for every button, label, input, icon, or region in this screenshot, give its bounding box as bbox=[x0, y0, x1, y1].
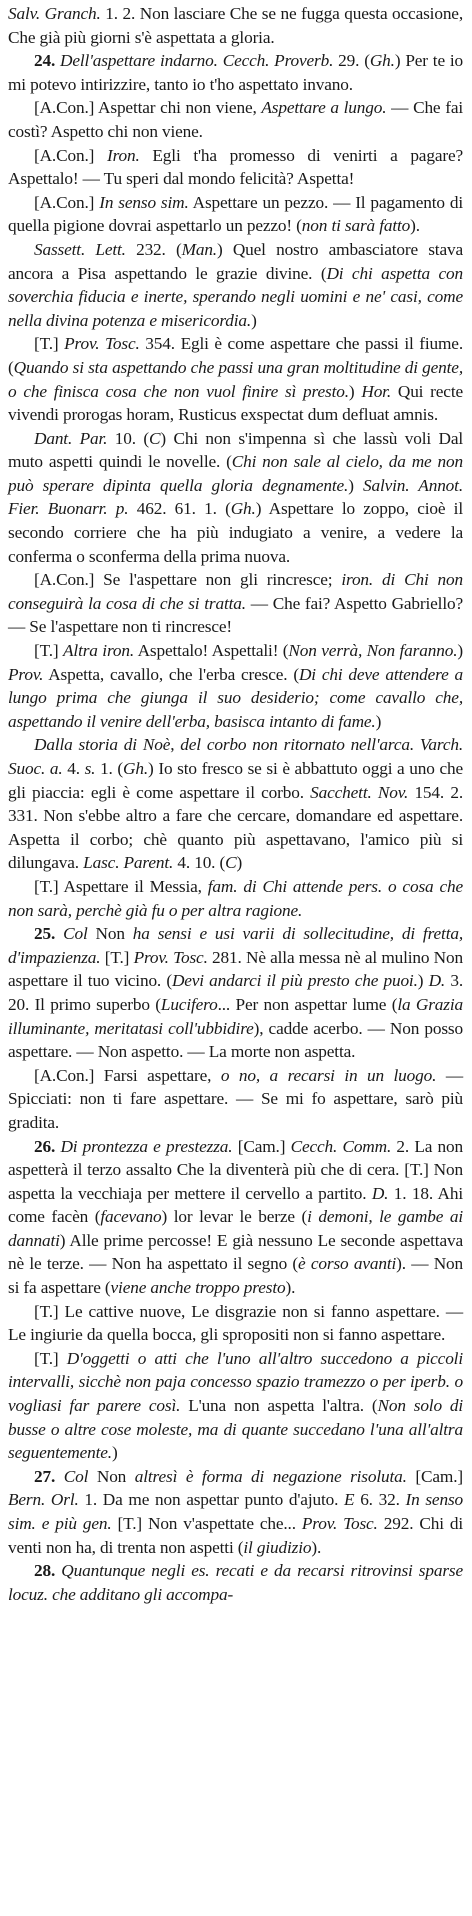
italic-run: E bbox=[344, 1490, 355, 1510]
text-run: [T.] bbox=[34, 1348, 67, 1368]
sense-number: 27. bbox=[34, 1466, 56, 1486]
italic-run: Dalla storia di Noè bbox=[34, 735, 171, 755]
italic-run: Altra iron. bbox=[63, 641, 135, 661]
entry-paragraph bbox=[8, 1064, 463, 1135]
text-run: 154. 2. 331. Non s'ebbe altro a fare che cercare, domandare ed aspettare. Aspetta il corbo; chè quanto più aspettavano, l'amico più si dilungava. bbox=[8, 782, 463, 873]
text-run: ). — Non si fa aspettare ( bbox=[8, 1254, 464, 1298]
text-run: 281. Nè alla messa nè al mulino Non aspettare il tuo vicino. ( bbox=[8, 947, 463, 991]
text-run: 10. ( bbox=[107, 428, 149, 448]
text-run: [A.Con.] bbox=[34, 192, 100, 212]
italic-run: C bbox=[225, 853, 237, 873]
text-run: Aspettalo! Aspettali! ( bbox=[134, 641, 289, 661]
italic-run: Prov. bbox=[8, 664, 44, 684]
italic-run: Lasc. Parent. bbox=[83, 853, 174, 873]
italic-run: In senso sim. bbox=[99, 192, 189, 212]
text-run: ) Io sto fresco se si è abbattuto oggi a uno che gli piaccia: egli è come aspettare il corbo. bbox=[8, 759, 463, 802]
entry-paragraph bbox=[8, 144, 463, 191]
text-run: L'una non aspetta l'altra. ( bbox=[180, 1396, 378, 1416]
italic-run: del corbo non ritornato nell'arca. Varch. Suoc. a. bbox=[8, 735, 464, 778]
italic-run: Non solo di busse o altre cose moleste, ma di quante succedano l'una all'altra seguentemente. bbox=[8, 1396, 464, 1463]
italic-run: Di chi aspetta con soverchia fiducia e inerte, sperando negli uomini e ne' casi, come nella divina potenza e misericordia. bbox=[8, 263, 463, 330]
sense-number: 25. bbox=[34, 924, 56, 944]
italic-run: Prov. Tosc. bbox=[133, 947, 208, 967]
text-run: [T.] Aspettare il Messia, bbox=[34, 876, 208, 896]
italic-run: ha sensi e usi varii di sollecitudine, di fretta, d'impazienza. bbox=[8, 924, 464, 967]
entry-paragraph bbox=[8, 1559, 463, 1606]
entry-paragraph bbox=[8, 2, 463, 49]
text-run: 292. Chi di venti non ha, di trenta non aspetti ( bbox=[8, 1514, 463, 1557]
italic-run: Lucifero bbox=[160, 994, 218, 1014]
italic-run: Salv. Granch. bbox=[8, 4, 101, 23]
italic-run: Di chi deve attendere a lungo prima che giunga il suo desiderio; come cavallo che, aspettando il venire dell'erba, basisca intanto di fame. bbox=[8, 664, 464, 731]
italic-run: altresì è forma di negazione risoluta. bbox=[134, 1466, 407, 1486]
entry-paragraph bbox=[8, 96, 463, 143]
text-run: ) bbox=[236, 853, 243, 873]
sense-number: 24. bbox=[34, 51, 56, 71]
text-run: 1. Da me non aspettar punto d'ajuto. bbox=[78, 1490, 345, 1510]
text-run: [A.Con.] Farsi aspettare, bbox=[34, 1065, 221, 1085]
italic-run: In senso sim. e più gen. bbox=[8, 1490, 464, 1533]
entry-paragraph bbox=[8, 1135, 463, 1300]
italic-run: facevano bbox=[100, 1207, 162, 1227]
sense-number: 26. bbox=[34, 1136, 56, 1156]
italic-run: Bern. Orl. bbox=[8, 1490, 79, 1510]
italic-run: il giudizio bbox=[243, 1537, 312, 1557]
text-run: ) Per te io mi potevo intirizzire, tanto io t'ho aspettato invano. bbox=[8, 51, 463, 94]
italic-run: Dant. Par. bbox=[34, 428, 108, 448]
italic-run: Devi andarci il più presto che puoi. bbox=[171, 971, 418, 991]
italic-run: Gh. bbox=[369, 51, 395, 71]
italic-run: C bbox=[149, 428, 161, 448]
italic-run: Quantunque negli es. recati e da recarsi ritrovinsi sparse locuz. che additano gli accompa- bbox=[8, 1561, 464, 1604]
text-run: 2. La non aspetterà il terzo assalto Che la diventerà più che di cera. [T.] Non aspetta la vecchiaja per mettere il cervello a partito. bbox=[8, 1136, 464, 1203]
italic-run: Cecch. Comm. bbox=[290, 1136, 392, 1156]
text-run: [T.] bbox=[100, 947, 134, 967]
italic-run: s. bbox=[84, 759, 96, 778]
text-run: 354. Egli è come aspettare che passi il fiume. ( bbox=[8, 334, 463, 377]
italic-run: Di prontezza e prestezza. bbox=[60, 1136, 233, 1156]
text-run: ). bbox=[311, 1537, 322, 1557]
italic-run: Hor. bbox=[361, 381, 392, 401]
entry-paragraph bbox=[8, 191, 463, 238]
text-run: ) Aspettare lo zoppo, cioè il secondo corriere che ha più indugiato a venire, a vedere la conferma o sconferma della prima nuova. bbox=[8, 499, 463, 566]
italic-run: Salvin. Annot. Fier. Buonarr. p. bbox=[8, 475, 463, 519]
entry-paragraph bbox=[8, 1347, 463, 1465]
italic-run: Iron. bbox=[106, 145, 140, 165]
entry-paragraph bbox=[8, 1300, 463, 1347]
text-run: 462. 61. 1. ( bbox=[128, 499, 231, 519]
text-run: Aspettare un pezzo. — Il pagamento di quella pigione dovrai aspettarlo un pezzo! ( bbox=[8, 192, 463, 236]
text-run: ) bbox=[348, 381, 362, 401]
entry-paragraph bbox=[8, 49, 463, 96]
text-run: Aspetta, cavallo, che l'erba cresce. ( bbox=[43, 664, 299, 684]
text-run: ) bbox=[417, 971, 429, 991]
text-run: — Che fai costì? Aspetto chi non viene. bbox=[8, 98, 463, 141]
text-run bbox=[55, 924, 63, 943]
text-run: [A.Con.] Se l'aspettare non gli rincresce; bbox=[34, 570, 342, 590]
text-run: ) bbox=[251, 310, 257, 330]
text-run: ). bbox=[285, 1278, 296, 1298]
text-run: ) lor levar le berze ( bbox=[161, 1207, 308, 1227]
entry-paragraph bbox=[8, 332, 463, 426]
text-run: ) bbox=[348, 475, 363, 495]
text-run: 1. 18. Ahi come facèn ( bbox=[8, 1183, 463, 1227]
text-run bbox=[55, 1467, 64, 1486]
italic-run: Sacchett. Nov. bbox=[310, 782, 409, 802]
text-run: 1. 2. Non lasciare Che se ne fugga questa occasione, Che già più giorni s'è aspettata a gloria. bbox=[8, 4, 463, 47]
text-run: [T.] bbox=[34, 641, 64, 661]
text-run: 1. ( bbox=[95, 759, 124, 778]
text-run: ... Per non aspettar lume ( bbox=[217, 994, 398, 1014]
text-run: [T.] bbox=[34, 334, 65, 354]
text-run: [Cam.] bbox=[406, 1466, 463, 1486]
text-run: [A.Con.] Aspettar chi non viene, bbox=[34, 98, 262, 118]
italic-run: D'oggetti o atti che l'uno all'altro succedono a piccoli intervalli, sicchè non paja concesso spazio tramezzo o per iperb. o vogliasi far parere così. bbox=[8, 1348, 463, 1416]
text-run: ) Alle prime percosse! E già nessuno Le seconde aspettava nè le terze. — Non ha aspettato il segno ( bbox=[8, 1230, 463, 1274]
text-run: Egli t'ha promesso di venirti a pagare? Aspettalo! — Tu speri dal mondo felicità? Aspetta! bbox=[8, 145, 463, 189]
text-run: [T.] Le cattive nuove, Le disgrazie non si fanno aspettare. — Le ingiurie da quella bocca, gli spropositi non si fanno aspettare. bbox=[8, 1301, 463, 1345]
italic-run: Gh. bbox=[230, 499, 256, 519]
text-run: Non bbox=[88, 1466, 135, 1486]
entry-paragraph bbox=[8, 238, 463, 332]
text-run: ) Chi non s'impenna sì che lassù voli Dal muto aspetti quindi le novelle. ( bbox=[8, 428, 463, 472]
text-run: Qui recte vivendi prorogas horam, Rusticus exspectat dum defluat amnis. bbox=[8, 381, 464, 425]
italic-run: i demoni, le gambe ai dannati bbox=[8, 1207, 463, 1250]
entry-paragraph bbox=[8, 568, 463, 639]
text-run: ), cadde acerbo. — Non posso aspettare. — Non aspetto. — La morte non aspetta. bbox=[8, 1018, 463, 1062]
text-run: ) Quel nostro ambasciatore stava ancora a Pisa aspettando le grazie divine. ( bbox=[8, 239, 463, 283]
text-run: 6. 32. bbox=[354, 1490, 406, 1510]
italic-run: D. bbox=[428, 971, 446, 991]
entry-paragraph bbox=[8, 639, 463, 733]
italic-run: Quando si sta aspettando che passi una gran moltitudine di gente, o che finisca cosa che non vuol finire sì presto. bbox=[8, 357, 463, 401]
text-run: ). bbox=[410, 216, 420, 236]
entry-paragraph bbox=[8, 733, 463, 875]
italic-run: o no, a recarsi in un luogo. bbox=[220, 1065, 437, 1085]
text-run: 232. ( bbox=[125, 239, 182, 259]
italic-run: Gh. bbox=[123, 759, 149, 778]
text-run: Non bbox=[87, 924, 133, 944]
text-run: — Che fai? Aspetto Gabriello? — Se l'aspettare non ti rincresce! bbox=[8, 593, 463, 637]
italic-run: fam. di Chi attende pers. o cosa che non sarà, perchè già fu o per altra ragione. bbox=[8, 876, 463, 920]
text-run: 3. 20. Il primo superbo ( bbox=[8, 971, 463, 1014]
text-run: [Cam.] bbox=[232, 1136, 291, 1156]
italic-run: Prov. Tosc. bbox=[301, 1514, 378, 1533]
italic-run: Col bbox=[63, 1466, 89, 1486]
entry-paragraph bbox=[8, 1465, 463, 1559]
italic-run: Sassett. Lett. bbox=[34, 239, 126, 259]
text-run: , bbox=[170, 735, 181, 755]
italic-run: Non verrà, Non faranno. bbox=[288, 641, 458, 661]
text-run: 4. 10. ( bbox=[173, 853, 226, 873]
entry-paragraph bbox=[8, 922, 463, 1064]
italic-run: la Grazia illuminante, meritatasi coll'ubbidire bbox=[8, 994, 463, 1038]
entry-paragraph bbox=[8, 427, 463, 569]
italic-run: non ti sarà fatto bbox=[301, 216, 411, 236]
text-run: 4. bbox=[62, 759, 85, 778]
italic-run: D. bbox=[371, 1183, 389, 1203]
italic-run: Chi non sale al cielo, da me non può sperare dipinta quella gloria degnamente. bbox=[8, 452, 463, 495]
italic-run: Prov. Tosc. bbox=[64, 334, 140, 354]
italic-run: iron. di Chi non conseguirà la cosa di che si tratta. bbox=[8, 570, 463, 613]
text-run: ) bbox=[111, 1443, 118, 1463]
italic-run: Col bbox=[63, 924, 88, 944]
sense-number: 28. bbox=[34, 1561, 56, 1581]
italic-run: viene anche troppo presto bbox=[110, 1278, 286, 1298]
text-run: ) bbox=[375, 711, 382, 731]
italic-run: Dell'aspettare indarno. Cecch. Proverb. bbox=[60, 51, 334, 71]
text-run: [A.Con.] bbox=[34, 145, 107, 165]
text-run: ) bbox=[457, 641, 463, 661]
italic-run: Aspettare a lungo. bbox=[261, 98, 387, 118]
text-run: — Spicciati: non ti fare aspettare. — Se mi fo aspettare, sarò più gradita. bbox=[8, 1065, 463, 1132]
text-run: 29. ( bbox=[333, 51, 370, 71]
italic-run: Man. bbox=[181, 239, 217, 259]
text-run: [T.] Non v'aspettate che... bbox=[111, 1514, 302, 1533]
italic-run: è corso avanti bbox=[298, 1254, 397, 1274]
entry-paragraph bbox=[8, 875, 463, 922]
